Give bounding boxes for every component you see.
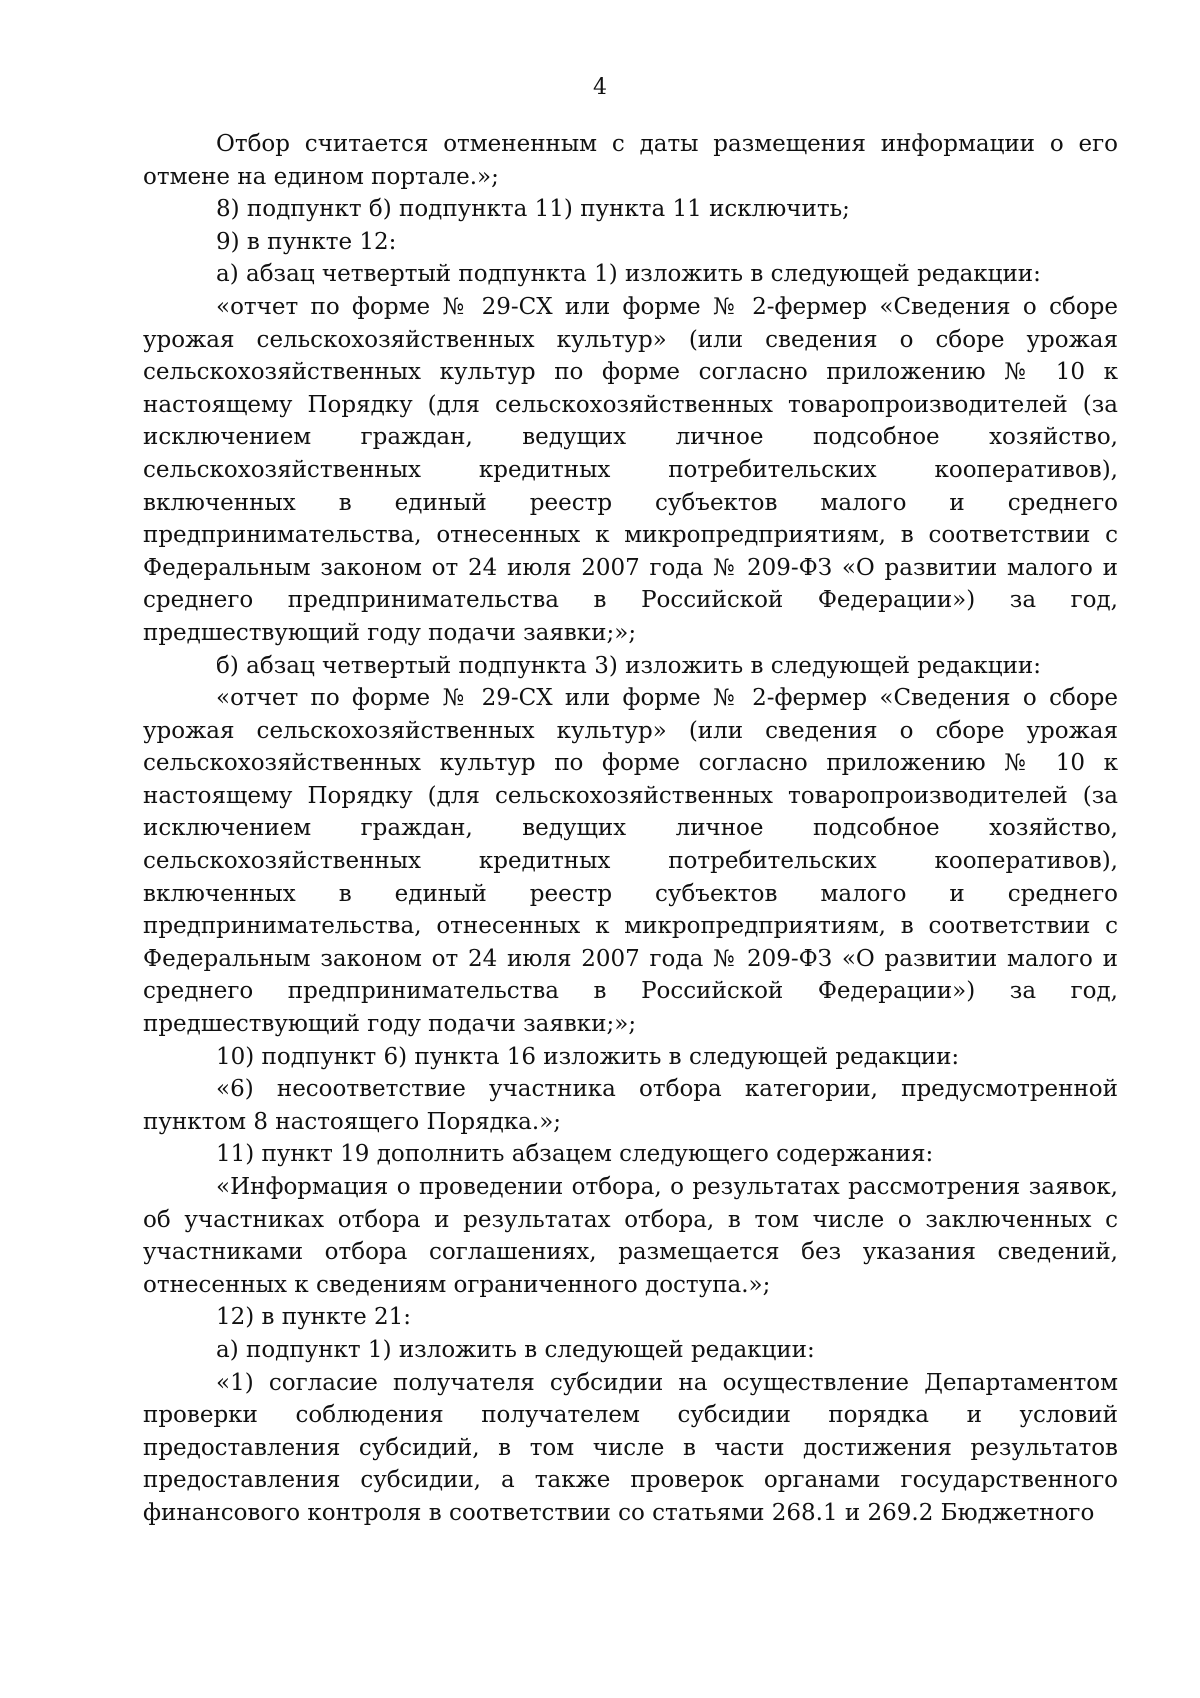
paragraph: 12) в пункте 21: <box>216 1304 412 1331</box>
paragraph: «1) согласие получателя субсидии на осуществление Департаментом проверки соблюдения получателем субсидии порядка и условий предоставления субсидий, в том числе в части достижения результатов предоставления субсидии, а также проверок органами государственного финансового контроля в соответствии со статьями 268.1 и 269.2 Бюджетного <box>143 1369 1118 1526</box>
paragraph: «6) несоответствие участника отбора категории, предусмотренной пунктом 8 настоящего Порядка.»; <box>143 1076 1118 1135</box>
paragraph: 10) подпункт 6) пункта 16 изложить в следующей редакции: <box>216 1043 960 1070</box>
paragraph: 9) в пункте 12: <box>216 228 397 255</box>
paragraph: 11) пункт 19 дополнить абзацем следующего содержания: <box>216 1141 934 1168</box>
paragraph: 8) подпункт б) подпункта 11) пункта 11 исключить; <box>216 196 850 223</box>
paragraph: а) абзац четвертый подпункта 1) изложить в следующей редакции: <box>216 261 1041 288</box>
paragraph: а) подпункт 1) изложить в следующей редакции: <box>216 1336 815 1363</box>
paragraph: б) абзац четвертый подпункта 3) изложить в следующей редакции: <box>216 652 1041 679</box>
paragraph: Отбор считается отмененным с даты размещения информации о его отмене на едином портале.»; <box>143 131 1118 190</box>
document-body <box>143 128 1118 1530</box>
paragraph: «отчет по форме № 29-СХ или форме № 2-фермер «Сведения о сборе урожая сельскохозяйственных культур» (или сведения о сборе урожая сельскохозяйственных культур по форме согласно приложению № 10 к настоящему Порядку (для сельскохозяйственных товаропроизводителей (за исключением граждан, ведущих личное подсобное хозяйство, сельскохозяйственных кредитных потребительских кооперативов), включенных в единый реестр субъектов малого и среднего предпринимательства, отнесенных к микропредприятиям, в соответствии с Федеральным законом от 24 июля 2007 года № 209-ФЗ «О развитии малого и среднего предпринимательства в Российской Федерации») за год, предшествующий году подачи заявки;»; <box>143 685 1118 1038</box>
page-number: 4 <box>593 75 607 100</box>
paragraph: «отчет по форме № 29-СХ или форме № 2-фермер «Сведения о сборе урожая сельскохозяйственных культур» (или сведения о сборе урожая сельскохозяйственных культур по форме согласно приложению № 10 к настоящему Порядку (для сельскохозяйственных товаропроизводителей (за исключением граждан, ведущих личное подсобное хозяйство, сельскохозяйственных кредитных потребительских кооперативов), включенных в единый реестр субъектов малого и среднего предпринимательства, отнесенных к микропредприятиям, в соответствии с Федеральным законом от 24 июля 2007 года № 209-ФЗ «О развитии малого и среднего предпринимательства в Российской Федерации») за год, предшествующий году подачи заявки;»; <box>143 293 1118 646</box>
paragraph: «Информация о проведении отбора, о результатах рассмотрения заявок, об участниках отбора и результатах отбора, в том числе о заключенных с участниками отбора соглашениях, размещается без указания сведений, отнесенных к сведениям ограниченного доступа.»; <box>143 1174 1118 1298</box>
